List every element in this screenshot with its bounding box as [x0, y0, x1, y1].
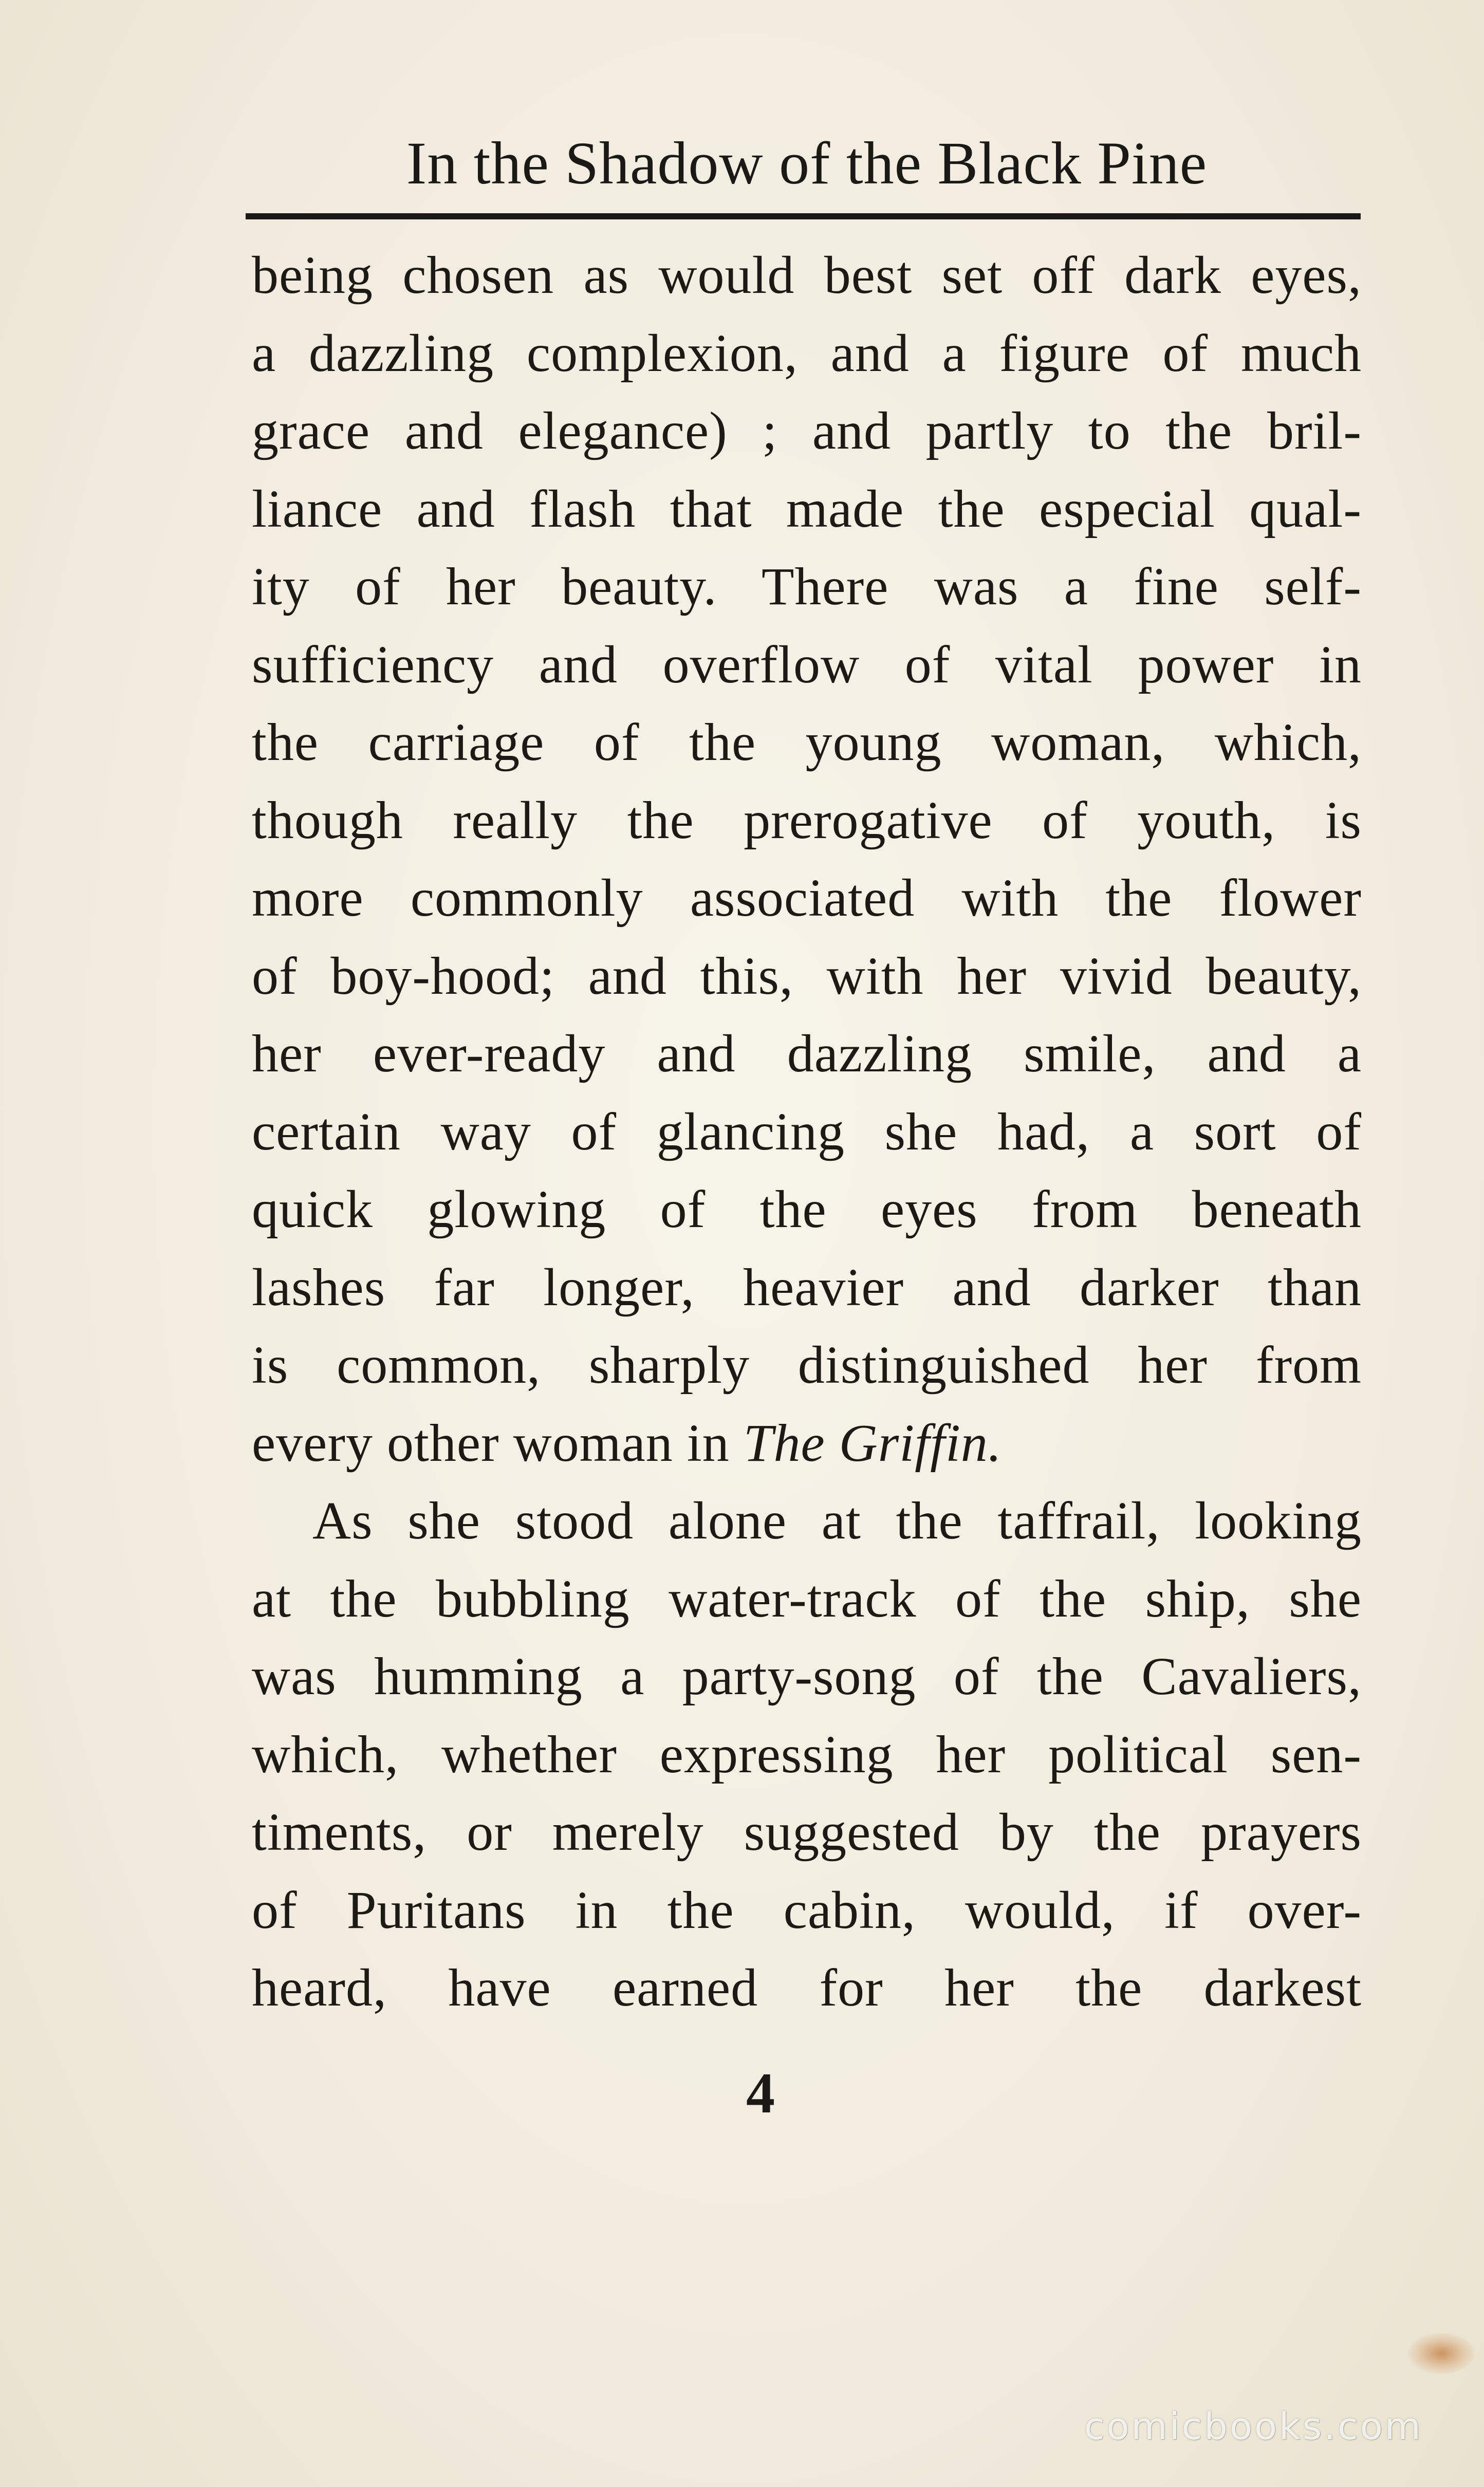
page-number: 4 — [746, 2062, 775, 2125]
site-watermark: comicbooks.com — [1084, 2405, 1423, 2448]
text-line: a dazzling complexion, and a figure of much — [252, 323, 1362, 383]
text-line: liance and flash that made the especial qual- — [252, 479, 1362, 539]
running-head-title: In the Shadow of the Black Pine — [406, 129, 1208, 197]
paper-stain — [1408, 2333, 1475, 2374]
text-line: though really the prerogative of youth, is — [252, 790, 1362, 850]
text-line: is common, sharply distinguished her from — [252, 1335, 1362, 1395]
ship-name: The Griffin. — [743, 1413, 1002, 1473]
text-line: at the bubbling water-track of the ship, she — [252, 1569, 1362, 1628]
text-line: more commonly associated with the flower — [252, 868, 1362, 927]
text-line: quick glowing of the eyes from beneath — [252, 1180, 1362, 1239]
text-line: of boy-hood; and this, with her vivid beauty, — [252, 946, 1362, 1006]
paragraph-end-line — [252, 1404, 1362, 1482]
text-line: of Puritans in the cabin, would, if over- — [252, 1880, 1362, 1940]
text-line: sufficiency and overflow of vital power in — [252, 635, 1362, 694]
text-line: being chosen as would best set off dark eyes, — [252, 246, 1362, 305]
header-rule — [246, 213, 1361, 219]
text-line: was humming a party-song of the Cavaliers, — [252, 1647, 1362, 1706]
text-line: ity of her beauty. There was a fine self- — [252, 557, 1362, 616]
text-line: her ever-ready and dazzling smile, and a — [252, 1024, 1362, 1083]
text-line: lashes far longer, heavier and darker than — [252, 1257, 1362, 1317]
text-run: every other woman in — [252, 1413, 744, 1473]
text-line: heard, have earned for her the darkest — [252, 1958, 1362, 2017]
text-line: timents, or merely suggested by the prayers — [252, 1803, 1362, 1862]
text-line: the carriage of the young woman, which, — [252, 713, 1362, 772]
text-line: certain way of glancing she had, a sort of — [252, 1102, 1362, 1161]
body-text — [252, 236, 1362, 2027]
text-line: grace and elegance) ; and partly to the bril- — [252, 401, 1362, 460]
paragraph-start-line: As she stood alone at the taffrail, looking — [312, 1491, 1362, 1550]
text-line: which, whether expressing her political sen- — [252, 1724, 1362, 1784]
